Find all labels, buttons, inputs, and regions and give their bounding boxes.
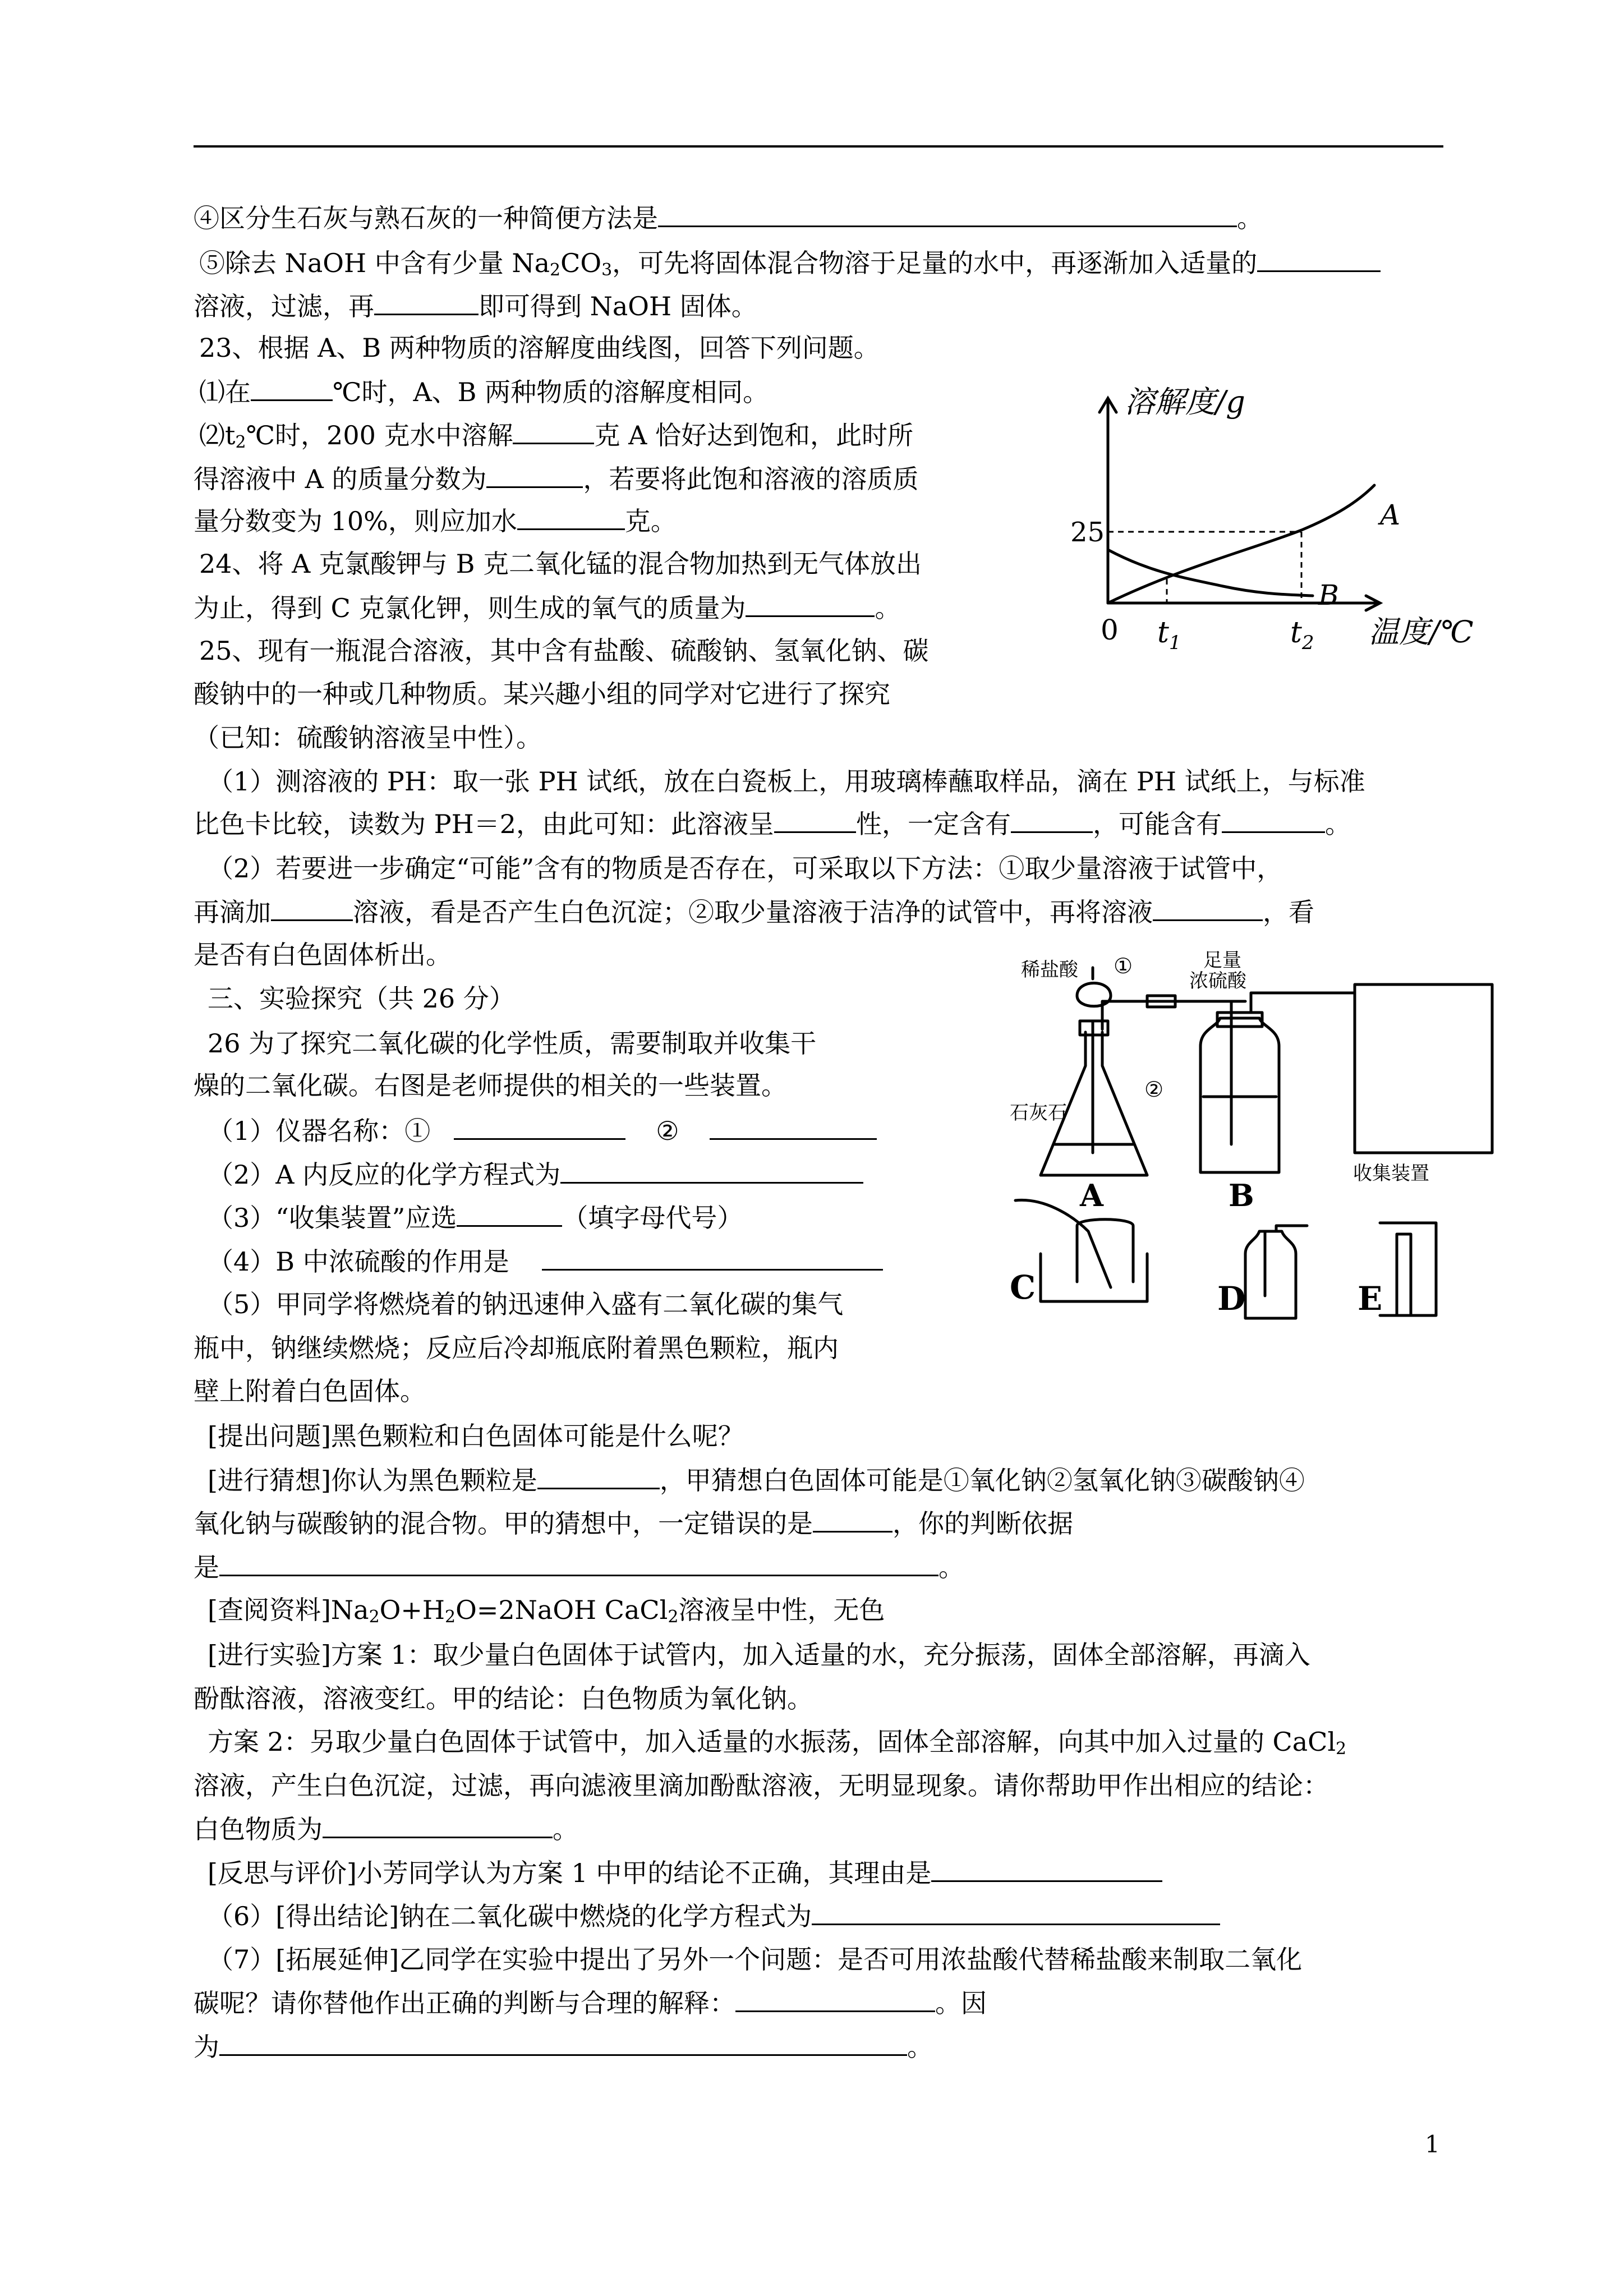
q25-part2-line2: 再滴加 溶液，看是否产生白色沉淀；②取少量溶液于洁净的试管中，再将溶液 ，看 bbox=[194, 895, 1314, 929]
label-b: B bbox=[1229, 1177, 1254, 1213]
q26-exp1-line1: [进行实验]方案 1：取少量白色固体于试管内，加入适量的水，充分振荡，固体全部溶解，再滴入 bbox=[208, 1640, 1310, 1670]
q25-part2-line1: （2）若要进一步确定“可能”含有的物质是否存在，可采取以下方法：①取少量溶液于试管中， bbox=[208, 853, 1283, 884]
collection-box bbox=[1355, 984, 1492, 1153]
answer-blank[interactable] bbox=[486, 462, 583, 488]
q26-exp2-line2: 溶液，产生白色沉淀，过滤，再向滤液里滴加酚酞溶液，无明显现象。请你帮助甲作出相应的结论： bbox=[194, 1770, 1329, 1801]
answer-blank[interactable] bbox=[323, 1812, 553, 1838]
q26-guess-line2: 氧化钠与碳酸钠的混合物。甲的猜想中，一定错误的是 ，你的判断依据 bbox=[194, 1506, 1073, 1540]
label-conc-h2so4: 浓硫酸 bbox=[1189, 970, 1246, 992]
q23-stem: 23、根据 A、B 两种物质的溶解度曲线图，回答下列问题。 bbox=[199, 333, 880, 363]
q25-part1-line1: （1）测溶液的 PH：取一张 PH 试纸，放在白瓷板上，用玻璃棒蘸取样品，滴在 PH 试纸上，与标准 bbox=[208, 766, 1365, 797]
q26-part2: （2）A 内反应的化学方程式为 bbox=[208, 1157, 863, 1191]
label-enough: 足量 bbox=[1203, 951, 1241, 972]
q24-line1: 24、将 A 克氯酸钾与 B 克二氧化锰的混合物加热到无气体放出 bbox=[199, 549, 922, 579]
q23-part2-line3: 量分数变为 10%，则应加水 克。 bbox=[194, 504, 677, 538]
q25-line2: 酸钠中的一种或几种物质。某兴趣小组的同学对它进行了探究 bbox=[194, 679, 890, 709]
q25-line1: 25、现有一瓶混合溶液，其中含有盐酸、硫酸钠、氢氧化钠、碳 bbox=[199, 636, 929, 666]
answer-blank[interactable] bbox=[513, 418, 594, 444]
q22-part4: ④区分生石灰与熟石灰的一种简便方法是 。 bbox=[194, 201, 1263, 235]
graph-t1: $t_1$ bbox=[1157, 616, 1181, 654]
label-c: C bbox=[1010, 1268, 1036, 1306]
answer-blank[interactable] bbox=[710, 1114, 877, 1140]
q23-part1: ⑴在 ℃时，A、B 两种物质的溶解度相同。 bbox=[199, 375, 769, 409]
answer-blank[interactable] bbox=[271, 895, 353, 921]
graph-label-b: B bbox=[1318, 579, 1339, 611]
answer-blank[interactable] bbox=[537, 1463, 660, 1489]
q26-exp1-line2: 酚酞溶液，溶液变红。甲的结论：白色物质为氧化钠。 bbox=[194, 1683, 813, 1714]
graph-label-a: A bbox=[1380, 499, 1401, 531]
funnel-bulb bbox=[1077, 983, 1111, 1006]
q22-part5: ⑤除去 NaOH 中含有少量 $Na_2CO_3$，可先将固体混合物溶于足量的水中，再逐渐加入适量的 bbox=[199, 246, 1381, 280]
graph-t2: $t_2$ bbox=[1290, 616, 1314, 654]
bottle-d bbox=[1245, 1231, 1296, 1318]
q26-part1: （1）仪器名称：① ② bbox=[208, 1114, 877, 1148]
q26-part5-line2: 瓶中，钠继续燃烧；反应后冷却瓶底附着黑色颗粒，瓶内 bbox=[194, 1333, 839, 1363]
q22-part5-line2: 溶液，过滤，再 即可得到 NaOH 固体。 bbox=[194, 289, 757, 323]
label-mark1: ① bbox=[1114, 954, 1133, 978]
answer-blank[interactable] bbox=[1011, 807, 1093, 833]
answer-blank[interactable] bbox=[1153, 895, 1263, 921]
answer-blank[interactable] bbox=[542, 1244, 883, 1271]
label-limestone: 石灰石 bbox=[1010, 1102, 1067, 1124]
q23-part2: $⑵t_2℃$时，200 克水中溶解 克 A 恰好达到饱和，此时所 bbox=[199, 418, 913, 452]
q26-reflect: [反思与评价]小芳同学认为方案 1 中甲的结论不正确，其理由是 bbox=[208, 1856, 1162, 1890]
q26-part5-line1: （5）甲同学将燃烧着的钠迅速伸入盛有二氧化碳的集气 bbox=[208, 1289, 844, 1319]
trough-c bbox=[1041, 1254, 1147, 1301]
q26-guess: [进行猜想]你认为黑色颗粒是 ，甲猜想白色固体可能是①氧化钠②氢氧化钠③碳酸钠④ bbox=[208, 1463, 1305, 1497]
q26-part7-line2: 碳呢？请你替他作出正确的判断与合理的解释： 。因 bbox=[194, 1986, 987, 2020]
q26-exp2-line1: 方案 2：另取少量白色固体于试管中，加入适量的水振荡，固体全部溶解，向其中加入过量的 CaCl$_2$ bbox=[208, 1727, 1347, 1759]
graph-y-tick: 25 bbox=[1070, 517, 1105, 548]
label-collect: 收集装置 bbox=[1353, 1162, 1429, 1185]
q26-part3: （3）“收集装置”应选 （填字母代号） bbox=[208, 1200, 743, 1235]
answer-blank[interactable] bbox=[931, 1856, 1162, 1882]
q26-part4: （4）B 中浓硫酸的作用是 bbox=[208, 1244, 883, 1278]
q26-line2: 燥的二氧化碳。右图是老师提供的相关的一些装置。 bbox=[194, 1070, 787, 1101]
q25-part2-line3: 是否有白色固体析出。 bbox=[194, 940, 452, 970]
bottle-b-outlet bbox=[1251, 993, 1355, 1013]
tube-e bbox=[1397, 1234, 1411, 1315]
answer-blank[interactable] bbox=[560, 1157, 863, 1184]
q26-reference: [查阅资料]$Na_2O+H_2O=2NaOH$ CaCl$_2$溶液呈中性，无色 bbox=[208, 1595, 885, 1627]
header-rule bbox=[194, 145, 1443, 148]
answer-blank[interactable] bbox=[746, 591, 875, 617]
answer-blank[interactable] bbox=[251, 375, 333, 401]
answer-blank[interactable] bbox=[374, 289, 479, 315]
q26-part5-line3: 壁上附着白色固体。 bbox=[194, 1376, 426, 1406]
q26-part7-line3: 为 。 bbox=[194, 2030, 933, 2064]
graph-xlabel: 温度/℃ bbox=[1369, 614, 1474, 650]
answer-blank[interactable] bbox=[812, 1899, 1220, 1925]
answer-blank[interactable] bbox=[735, 1986, 935, 2012]
q26-part6: （6）[得出结论]钠在二氧化碳中燃烧的化学方程式为 bbox=[208, 1899, 1220, 1933]
q26-line1: 26 为了探究二氧化碳的化学性质，需要制取并收集干 bbox=[208, 1028, 817, 1059]
label-a: A bbox=[1080, 1177, 1103, 1213]
bottle-e bbox=[1380, 1223, 1436, 1315]
section3-title: 三、实验探究（共 26 分） bbox=[208, 983, 515, 1014]
graph-origin: 0 bbox=[1101, 614, 1119, 646]
label-d: D bbox=[1217, 1280, 1246, 1318]
q25-line3: （已知：硫酸钠溶液呈中性）。 bbox=[194, 723, 542, 753]
answer-blank[interactable] bbox=[517, 504, 625, 530]
answer-blank[interactable] bbox=[457, 1200, 562, 1227]
answer-blank[interactable] bbox=[219, 2030, 907, 2056]
q26-exp2-line3: 白色物质为 。 bbox=[194, 1812, 578, 1846]
q25-part1-line2: 比色卡比较，读数为 PH＝2，由此可知：此溶液呈 性，一定含有 ，可能含有 。 bbox=[194, 807, 1351, 841]
solubility-graph bbox=[1055, 381, 1481, 673]
graph-ylabel: 溶解度/g bbox=[1125, 384, 1245, 420]
apparatus-figure bbox=[1010, 951, 1503, 1343]
answer-blank[interactable] bbox=[774, 807, 856, 833]
answer-blank[interactable] bbox=[454, 1114, 625, 1140]
q26-guess-line3: 是 。 bbox=[194, 1550, 964, 1584]
answer-blank[interactable] bbox=[813, 1506, 892, 1533]
q26-ask: [提出问题]黑色颗粒和白色固体可能是什么呢？ bbox=[208, 1421, 744, 1451]
q24-line2: 为止，得到 C 克氯化钾，则生成的氧气的质量为 。 bbox=[194, 591, 900, 625]
answer-blank[interactable] bbox=[1257, 246, 1381, 272]
answer-blank[interactable] bbox=[219, 1550, 938, 1576]
q26-part7-line1: （7）[拓展延伸]乙同学在实验中提出了另外一个问题：是否可用浓盐酸代替稀盐酸来制取二氧化 bbox=[208, 1944, 1303, 1975]
page-number: 1 bbox=[1425, 2131, 1440, 2158]
q23-part2-line2: 得溶液中 A 的质量分数为 ，若要将此饱和溶液的溶质质 bbox=[194, 462, 918, 496]
answer-blank[interactable] bbox=[658, 201, 1237, 227]
label-dilute-hcl: 稀盐酸 bbox=[1021, 959, 1078, 981]
answer-blank[interactable] bbox=[1222, 807, 1325, 833]
label-e: E bbox=[1358, 1280, 1383, 1318]
label-mark2: ② bbox=[1144, 1077, 1164, 1102]
